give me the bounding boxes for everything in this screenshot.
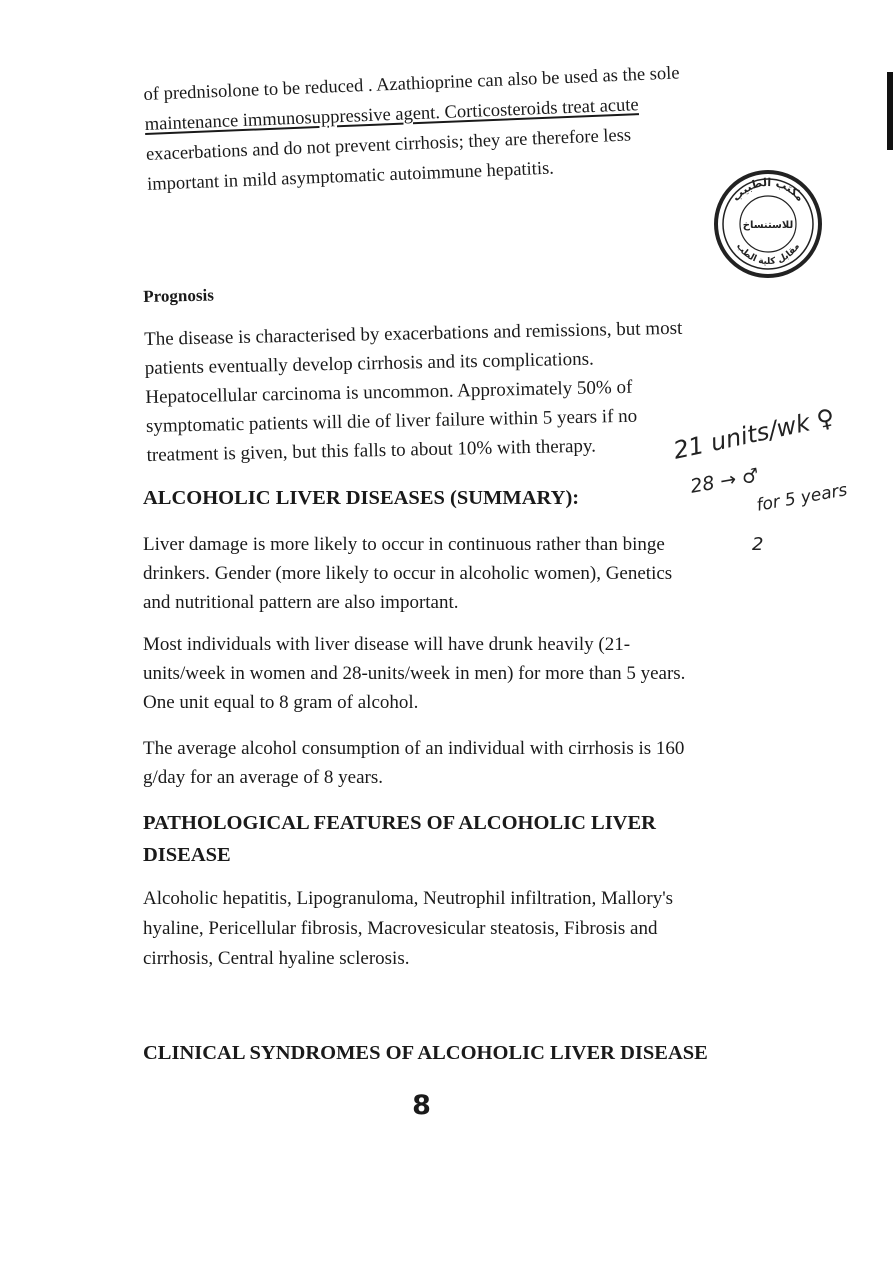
- intro-line: maintenance immunosuppressive agent. Corticosteroids treat acute: [144, 95, 640, 135]
- stamp-top-text: مكتب الطبيب: [729, 175, 807, 204]
- alcoholic-summary-heading: ALCOHOLIC LIVER DISEASES (SUMMARY):: [143, 487, 580, 509]
- paragraph-line: hyaline, Pericellular fibrosis, Macrovesicular steatosis, Fibrosis and: [143, 918, 658, 939]
- handwritten-note: 21 units/wk ♀: [670, 403, 838, 465]
- paragraph-line: The average alcohol consumption of an individual with cirrhosis is 160: [143, 738, 685, 759]
- pathological-heading-line1: PATHOLOGICAL FEATURES OF ALCOHOLIC LIVER: [143, 812, 656, 834]
- stamp-middle-text: للاستنساخ: [742, 220, 794, 231]
- prognosis-line: patients eventually develop cirrhosis and its complications.: [144, 348, 594, 379]
- clinical-heading: CLINICAL SYNDROMES OF ALCOHOLIC LIVER DISEASE: [143, 1042, 708, 1064]
- paragraph-line: Most individuals with liver disease will have drunk heavily (21-: [143, 634, 631, 655]
- stamp-bottom-text: مقابل كلية الطب: [733, 241, 802, 268]
- paragraph-line: One unit equal to 8 gram of alcohol.: [143, 692, 419, 713]
- prognosis-line: The disease is characterised by exacerbations and remissions, but most: [143, 317, 683, 350]
- handwritten-note: 28 → ♂: [688, 464, 761, 498]
- paragraph-line: drinkers. Gender (more likely to occur in alcoholic women), Genetics: [143, 563, 673, 584]
- prognosis-line: symptomatic patients will die of liver failure within 5 years if no: [145, 405, 638, 437]
- prognosis-line: Hepatocellular carcinoma is uncommon. Approximately 50% of: [145, 376, 633, 408]
- page-number: 8: [412, 1090, 431, 1121]
- svg-text:مقابل كلية الطب: [734, 242, 802, 267]
- intro-line: important in mild asymptomatic autoimmune hepatitis.: [146, 158, 555, 195]
- intro-line: of prednisolone to be reduced . Azathioprine can also be used as the sole: [143, 63, 680, 105]
- scan-edge-mark: [887, 72, 893, 150]
- alcoholic-para-3: [143, 734, 684, 792]
- paragraph-line: units/week in women and 28-units/week in men) for more than 5 years.: [143, 663, 686, 684]
- library-stamp: [712, 168, 824, 280]
- paragraph-line: and nutritional pattern are also important.: [143, 592, 459, 613]
- prognosis-line: treatment is given, but this falls to about 10% with therapy.: [146, 435, 597, 466]
- intro-line: exacerbations and do not prevent cirrhosis; they are therefore less: [145, 125, 632, 165]
- alcoholic-para-1: [143, 530, 672, 617]
- paragraph-line: Liver damage is more likely to occur in continuous rather than binge: [143, 534, 665, 555]
- pathological-paragraph: [143, 884, 673, 974]
- handwritten-note: for 5 years: [754, 480, 849, 516]
- paragraph-line: cirrhosis, Central hyaline sclerosis.: [143, 948, 410, 969]
- alcoholic-para-2: [143, 630, 685, 717]
- handwritten-note: 2: [752, 534, 764, 555]
- paragraph-line: Alcoholic hepatitis, Lipogranuloma, Neutrophil infiltration, Mallory's: [143, 888, 674, 909]
- pathological-heading-line2: DISEASE: [143, 844, 231, 866]
- intro-paragraph: [143, 58, 684, 199]
- prognosis-section: [143, 271, 685, 470]
- paragraph-line: g/day for an average of 8 years.: [143, 767, 384, 788]
- prognosis-heading: Prognosis: [143, 285, 215, 306]
